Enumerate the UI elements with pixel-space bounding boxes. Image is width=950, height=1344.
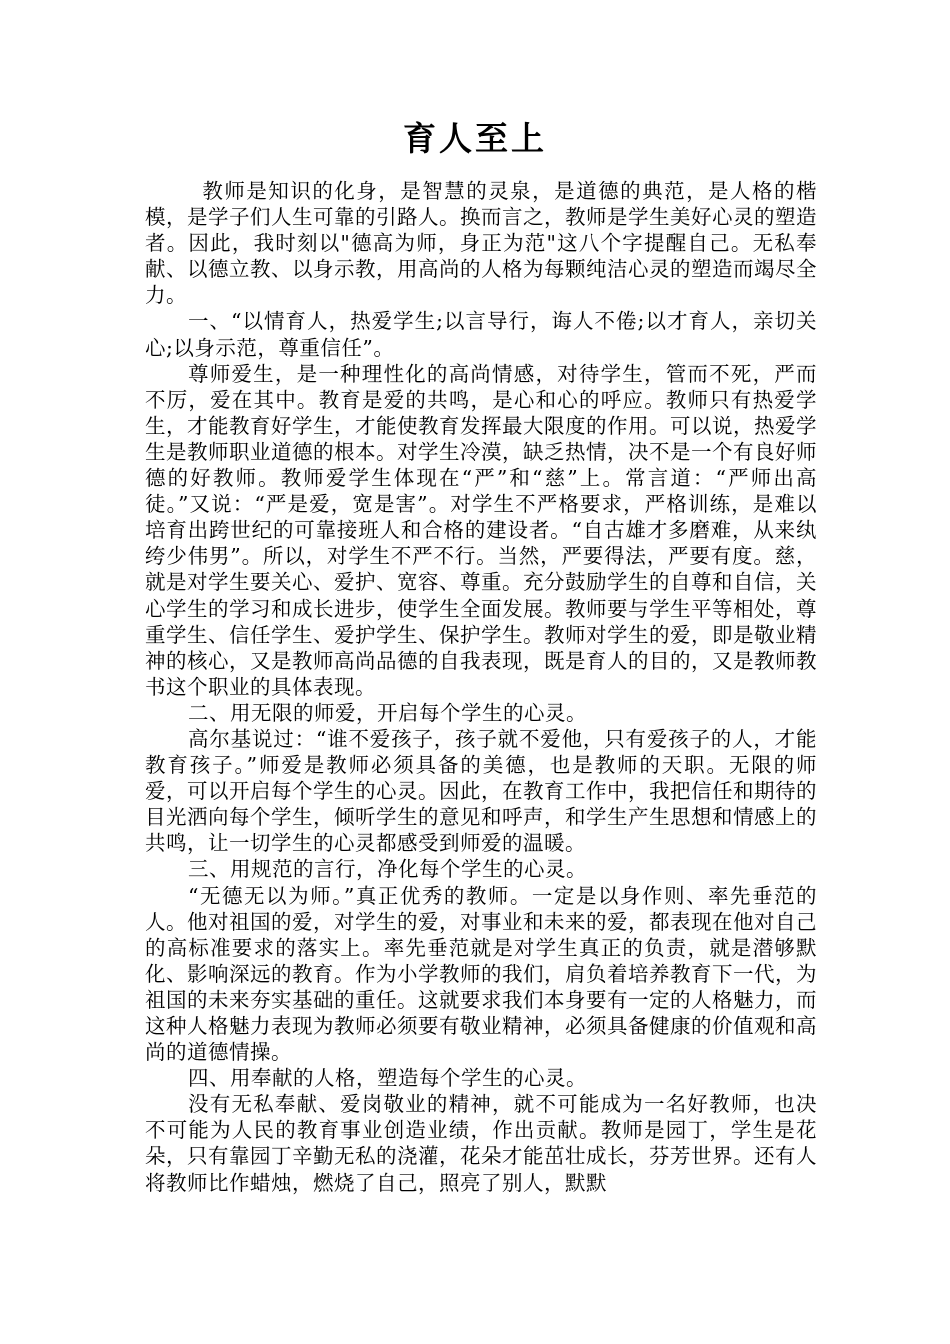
paragraph: “无德无以为师。”真正优秀的教师。一定是以身作则、率先垂范的人。他对祖国的爱，对学生的爱，对事业和未来的爱，都表现在他对自己的高标准要求的落实上。率先垂范就是对学生真正的负责，就是潜够默化、影响深远的教育。作为小学教师的我们，肩负着培养教育下一代，为祖国的未来夯实基础的重任。这就要求我们本身要有一定的人格魅力，而这种人格魅力表现为教师必须要有敬业精神，必须具备健康的价值观和高尚的道德情操。 <box>145 883 817 1065</box>
section-heading: 一、“以情育人，热爱学生;以言导行，诲人不倦;以才育人，亲切关心;以身示范，尊重信任”。 <box>145 309 817 360</box>
paragraph: 高尔基说过：“谁不爱孩子，孩子就不爱他，只有爱孩子的人，才能教育孩子。”师爱是教师必须具备的美德，也是教师的天职。无限的师爱，可以开启每个学生的心灵。因此，在教育工作中，我把信任和期待的目光洒向每个学生，倾听学生的意见和呼声，和学生产生思想和情感上的共鸣，让一切学生的心灵都感受到师爱的温暖。 <box>145 726 817 856</box>
paragraph: 没有无私奉献、爱岗敬业的精神，就不可能成为一名好教师，也决不可能为人民的教育事业创造业绩，作出贡献。教师是园丁，学生是花朵，只有靠园丁辛勤无私的浇灌，花朵才能茁壮成长，芬芳世界。还有人将教师比作蜡烛，燃烧了自己，照亮了别人，默默 <box>145 1092 817 1195</box>
section-heading: 二、用无限的师爱，开启每个学生的心灵。 <box>188 700 588 725</box>
section-heading: 四、用奉献的人格，塑造每个学生的心灵。 <box>188 1066 588 1091</box>
paragraph: 教师是知识的化身，是智慧的灵泉，是道德的典范，是人格的楷模，是学子们人生可靠的引路人。换而言之，教师是学生美好心灵的塑造者。因此，我时刻以"德高为师，身正为范"这八个字提醒自己。无私奉献、以德立教、以身示教，用高尚的人格为每颗纯洁心灵的塑造而竭尽全力。 <box>145 179 817 308</box>
document-body <box>145 178 817 1196</box>
document-title: 育人至上 <box>403 119 547 158</box>
section-heading: 三、用规范的言行，净化每个学生的心灵。 <box>188 857 588 882</box>
paragraph: 尊师爱生，是一种理性化的高尚情感，对待学生，管而不死，严而不厉，爱在其中。教育是爱的共鸣，是心和心的呼应。教师只有热爱学生，才能教育好学生，才能使教育发挥最大限度的作用。可以说，热爱学生是教师职业道德的根本。对学生冷漠，缺乏热情，决不是一个有良好师德的好教师。教师爱学生体现在“严”和“慈”上。常言道：“严师出高徒。”又说：“严是爱，宽是害”。对学生不严格要求，严格训练，是难以培育出跨世纪的可靠接班人和合格的建设者。“自古雄才多磨难，从来纨绔少伟男”。所以，对学生不严不行。当然，严要得法，严要有度。慈，就是对学生要关心、爱护、宽容、尊重。充分鼓励学生的自尊和自信，关心学生的学习和成长进步，使学生全面发展。教师要与学生平等相处，尊重学生、信任学生、爱护学生、保护学生。教师对学生的爱，即是敬业精神的核心，又是教师高尚品德的自我表现，既是育人的目的，又是教师教书这个职业的具体表现。 <box>145 361 817 699</box>
